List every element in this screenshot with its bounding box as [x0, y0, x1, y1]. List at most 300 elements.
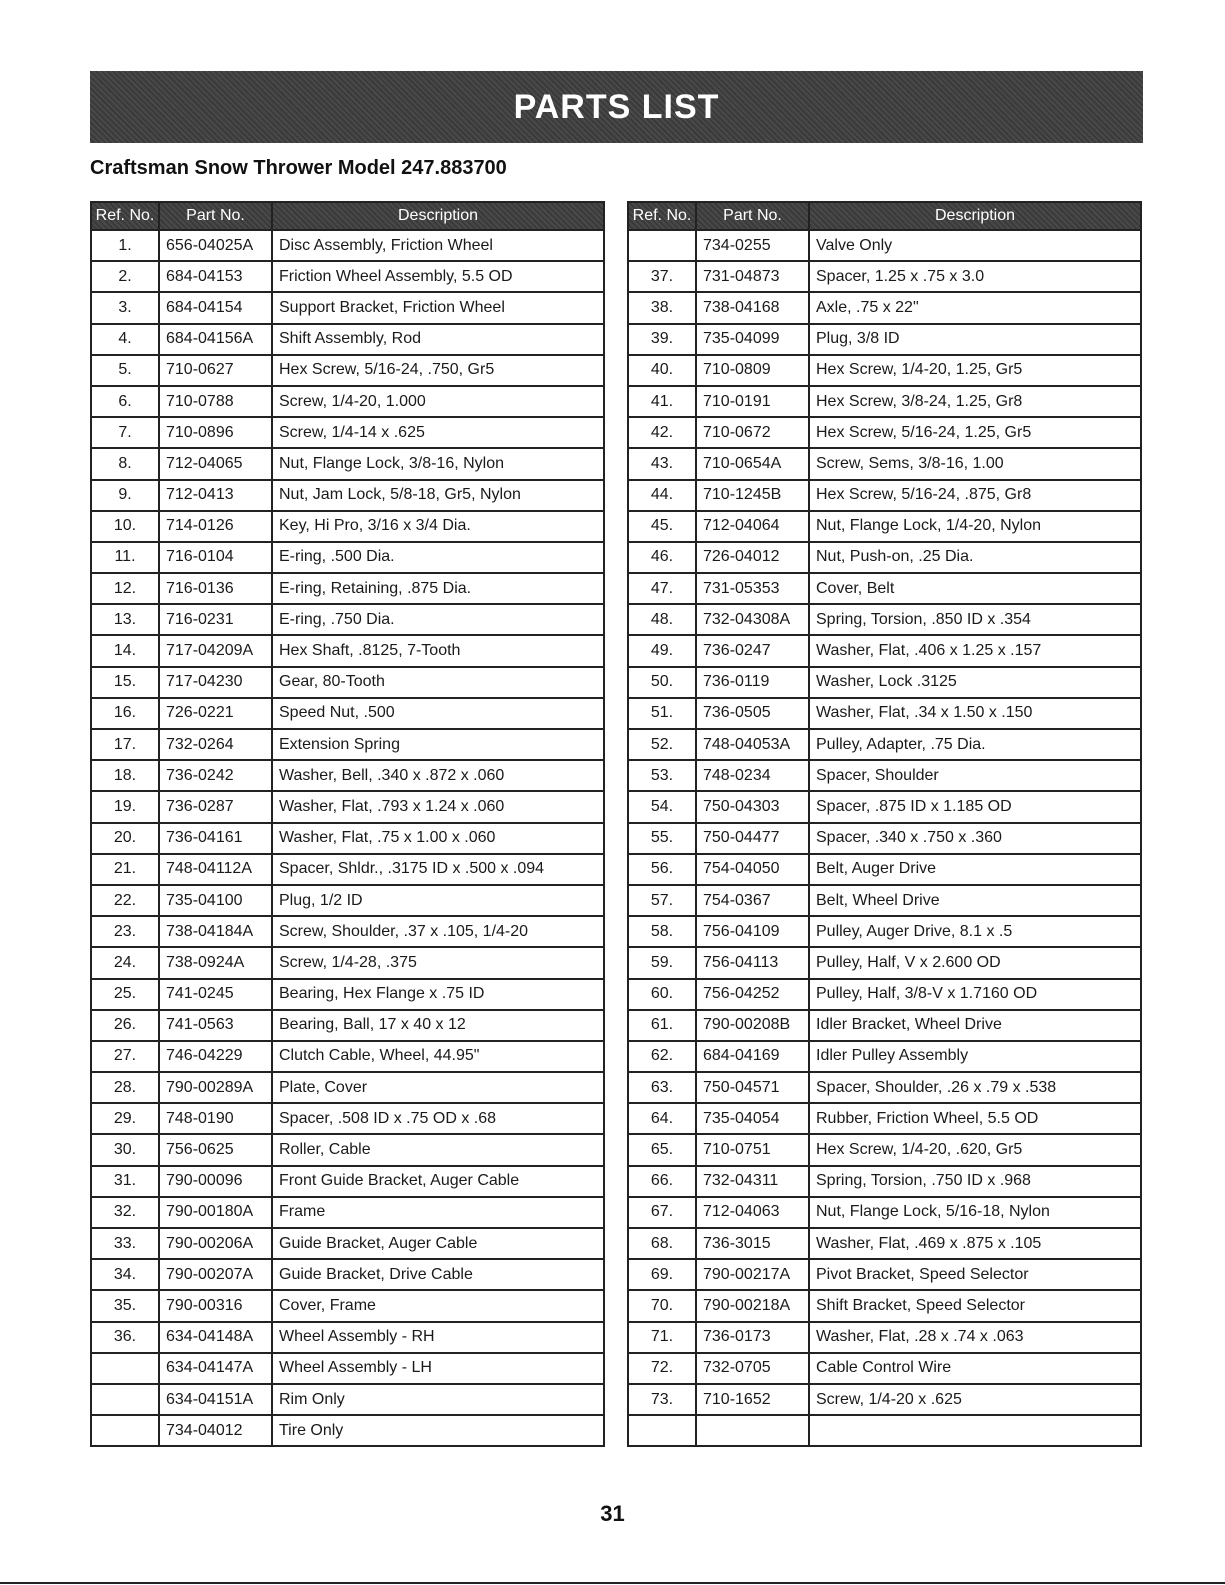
table-row [628, 1384, 1141, 1415]
description-cell: Hex Screw, 1/4-20, .620, Gr5 [809, 1134, 1141, 1165]
table-row [628, 542, 1141, 573]
part-number-cell: 790-00316 [159, 1290, 272, 1321]
table-row [628, 480, 1141, 511]
part-number-cell: 714-0126 [159, 511, 272, 542]
table-row [91, 573, 604, 604]
ref-number-cell: 35. [91, 1290, 159, 1321]
ref-number-cell: 6. [91, 386, 159, 417]
column-header-part: Part No. [696, 202, 809, 230]
description-cell: Pulley, Auger Drive, 8.1 x .5 [809, 916, 1141, 947]
table-row [628, 885, 1141, 916]
table-row [628, 1072, 1141, 1103]
table-row [628, 1197, 1141, 1228]
table-row [628, 1010, 1141, 1041]
description-cell: Washer, Flat, .75 x 1.00 x .060 [272, 823, 604, 854]
table-row [91, 698, 604, 729]
description-cell: Spacer, Shoulder, .26 x .79 x .538 [809, 1072, 1141, 1103]
description-cell: Plate, Cover [272, 1072, 604, 1103]
ref-number-cell: 63. [628, 1072, 696, 1103]
description-cell: Spacer, Shoulder [809, 760, 1141, 791]
table-row [628, 1353, 1141, 1384]
part-number-cell: 790-00218A [696, 1290, 809, 1321]
part-number-cell: 716-0104 [159, 542, 272, 573]
table-row [628, 511, 1141, 542]
table-row [91, 885, 604, 916]
ref-number-cell: 36. [91, 1322, 159, 1353]
ref-number-cell: 51. [628, 698, 696, 729]
description-cell: Key, Hi Pro, 3/16 x 3/4 Dia. [272, 511, 604, 542]
description-cell: Washer, Flat, .34 x 1.50 x .150 [809, 698, 1141, 729]
part-number-cell: 746-04229 [159, 1041, 272, 1072]
part-number-cell: 750-04477 [696, 823, 809, 854]
table-row [628, 667, 1141, 698]
table-row [628, 1290, 1141, 1321]
ref-number-cell: 20. [91, 823, 159, 854]
description-cell: Cover, Belt [809, 573, 1141, 604]
description-cell: Pulley, Half, V x 2.600 OD [809, 947, 1141, 978]
part-number-cell: 735-04054 [696, 1103, 809, 1134]
part-number-cell: 710-0788 [159, 386, 272, 417]
description-cell: Shift Assembly, Rod [272, 324, 604, 355]
table-row [628, 854, 1141, 885]
part-number-cell: 790-00217A [696, 1259, 809, 1290]
part-number-cell: 732-04311 [696, 1166, 809, 1197]
ref-number-cell: 11. [91, 542, 159, 573]
column-header-description: Description [809, 202, 1141, 230]
part-number-cell: 734-04012 [159, 1415, 272, 1446]
description-cell: Screw, 1/4-20 x .625 [809, 1384, 1141, 1415]
ref-number-cell: 53. [628, 760, 696, 791]
ref-number-cell [628, 1415, 696, 1446]
ref-number-cell: 17. [91, 729, 159, 760]
description-cell: Screw, Shoulder, .37 x .105, 1/4-20 [272, 916, 604, 947]
ref-number-cell: 33. [91, 1228, 159, 1259]
table-row [91, 760, 604, 791]
description-cell: Hex Screw, 5/16-24, .750, Gr5 [272, 355, 604, 386]
part-number-cell: 754-0367 [696, 885, 809, 916]
ref-number-cell: 59. [628, 947, 696, 978]
table-row [91, 604, 604, 635]
description-cell: Frame [272, 1197, 604, 1228]
description-cell: Screw, 1/4-20, 1.000 [272, 386, 604, 417]
ref-number-cell: 29. [91, 1103, 159, 1134]
part-number-cell: 756-04113 [696, 947, 809, 978]
description-cell: Extension Spring [272, 729, 604, 760]
description-cell: Plug, 3/8 ID [809, 324, 1141, 355]
part-number-cell: 736-3015 [696, 1228, 809, 1259]
table-row [628, 355, 1141, 386]
ref-number-cell: 26. [91, 1010, 159, 1041]
ref-number-cell: 70. [628, 1290, 696, 1321]
table-row [91, 355, 604, 386]
ref-number-cell: 69. [628, 1259, 696, 1290]
ref-number-cell: 47. [628, 573, 696, 604]
part-number-cell: 734-0255 [696, 230, 809, 261]
table-row [91, 979, 604, 1010]
table-row [91, 292, 604, 323]
part-number-cell: 756-04252 [696, 979, 809, 1010]
ref-number-cell: 66. [628, 1166, 696, 1197]
description-cell: Washer, Lock .3125 [809, 667, 1141, 698]
ref-number-cell [91, 1353, 159, 1384]
description-cell: Idler Bracket, Wheel Drive [809, 1010, 1141, 1041]
ref-number-cell: 55. [628, 823, 696, 854]
part-number-cell: 736-0173 [696, 1322, 809, 1353]
part-number-cell: 790-00207A [159, 1259, 272, 1290]
part-number-cell: 732-0705 [696, 1353, 809, 1384]
table-row [91, 1010, 604, 1041]
part-number-cell: 710-0627 [159, 355, 272, 386]
part-number-cell: 712-04065 [159, 448, 272, 479]
description-cell: Hex Screw, 5/16-24, .875, Gr8 [809, 480, 1141, 511]
description-cell: Belt, Auger Drive [809, 854, 1141, 885]
part-number-cell: 748-04053A [696, 729, 809, 760]
part-number-cell: 710-1652 [696, 1384, 809, 1415]
table-row [628, 604, 1141, 635]
ref-number-cell: 45. [628, 511, 696, 542]
description-cell: E-ring, .500 Dia. [272, 542, 604, 573]
table-row [91, 1041, 604, 1072]
part-number-cell: 710-0751 [696, 1134, 809, 1165]
part-number-cell: 790-00206A [159, 1228, 272, 1259]
ref-number-cell: 46. [628, 542, 696, 573]
part-number-cell: 736-04161 [159, 823, 272, 854]
table-header-row [628, 202, 1141, 230]
description-cell: Pulley, Half, 3/8-V x 1.7160 OD [809, 979, 1141, 1010]
ref-number-cell: 31. [91, 1166, 159, 1197]
ref-number-cell: 22. [91, 885, 159, 916]
description-cell: Pulley, Adapter, .75 Dia. [809, 729, 1141, 760]
description-cell: Spacer, Shldr., .3175 ID x .500 x .094 [272, 854, 604, 885]
ref-number-cell: 27. [91, 1041, 159, 1072]
table-row [628, 261, 1141, 292]
description-cell: Nut, Flange Lock, 3/8-16, Nylon [272, 448, 604, 479]
table-row [91, 667, 604, 698]
ref-number-cell: 34. [91, 1259, 159, 1290]
part-number-cell: 790-00208B [696, 1010, 809, 1041]
description-cell: Tire Only [272, 1415, 604, 1446]
part-number-cell: 634-04147A [159, 1353, 272, 1384]
description-cell: Spacer, 1.25 x .75 x 3.0 [809, 261, 1141, 292]
description-cell: Wheel Assembly - LH [272, 1353, 604, 1384]
description-cell: Front Guide Bracket, Auger Cable [272, 1166, 604, 1197]
part-number-cell: 736-0242 [159, 760, 272, 791]
table-row [91, 791, 604, 822]
description-cell: Guide Bracket, Drive Cable [272, 1259, 604, 1290]
table-row [91, 947, 604, 978]
table-row [628, 791, 1141, 822]
table-row [91, 635, 604, 666]
table-row [91, 542, 604, 573]
ref-number-cell: 61. [628, 1010, 696, 1041]
table-row [91, 1384, 604, 1415]
table-row [628, 916, 1141, 947]
part-number-cell: 748-0234 [696, 760, 809, 791]
description-cell: Bearing, Hex Flange x .75 ID [272, 979, 604, 1010]
description-cell: Gear, 80-Tooth [272, 667, 604, 698]
description-cell: Friction Wheel Assembly, 5.5 OD [272, 261, 604, 292]
part-number-cell: 738-0924A [159, 947, 272, 978]
part-number-cell: 748-04112A [159, 854, 272, 885]
table-row [91, 1259, 604, 1290]
column-header-ref: Ref. No. [91, 202, 159, 230]
part-number-cell: 750-04571 [696, 1072, 809, 1103]
ref-number-cell: 48. [628, 604, 696, 635]
ref-number-cell: 30. [91, 1134, 159, 1165]
description-cell: Spring, Torsion, .750 ID x .968 [809, 1166, 1141, 1197]
model-subtitle: Craftsman Snow Thrower Model 247.883700 [90, 157, 507, 179]
table-row [91, 1290, 604, 1321]
table-row [91, 386, 604, 417]
table-header-row [91, 202, 604, 230]
part-number-cell: 726-04012 [696, 542, 809, 573]
part-number-cell: 741-0563 [159, 1010, 272, 1041]
ref-number-cell: 65. [628, 1134, 696, 1165]
description-cell: Axle, .75 x 22" [809, 292, 1141, 323]
table-row [628, 292, 1141, 323]
ref-number-cell: 32. [91, 1197, 159, 1228]
description-cell: Washer, Flat, .28 x .74 x .063 [809, 1322, 1141, 1353]
ref-number-cell: 38. [628, 292, 696, 323]
footer-rule [0, 1582, 1225, 1584]
ref-number-cell: 64. [628, 1103, 696, 1134]
ref-number-cell: 73. [628, 1384, 696, 1415]
table-row [91, 1072, 604, 1103]
description-cell: Plug, 1/2 ID [272, 885, 604, 916]
ref-number-cell: 72. [628, 1353, 696, 1384]
part-number-cell: 732-0264 [159, 729, 272, 760]
ref-number-cell: 71. [628, 1322, 696, 1353]
parts-list-banner [90, 71, 1143, 143]
part-number-cell: 790-00289A [159, 1072, 272, 1103]
ref-number-cell: 40. [628, 355, 696, 386]
ref-number-cell [628, 230, 696, 261]
ref-number-cell: 10. [91, 511, 159, 542]
table-row [91, 448, 604, 479]
part-number-cell: 710-0672 [696, 417, 809, 448]
ref-number-cell: 62. [628, 1041, 696, 1072]
description-cell: Washer, Bell, .340 x .872 x .060 [272, 760, 604, 791]
table-row [628, 1041, 1141, 1072]
description-cell: Support Bracket, Friction Wheel [272, 292, 604, 323]
page-number: 31 [600, 1501, 625, 1526]
description-cell: Washer, Flat, .793 x 1.24 x .060 [272, 791, 604, 822]
ref-number-cell: 60. [628, 979, 696, 1010]
column-header-ref: Ref. No. [628, 202, 696, 230]
table-row [628, 947, 1141, 978]
description-cell: Cable Control Wire [809, 1353, 1141, 1384]
description-cell: Bearing, Ball, 17 x 40 x 12 [272, 1010, 604, 1041]
ref-number-cell: 23. [91, 916, 159, 947]
table-row [91, 261, 604, 292]
ref-number-cell: 42. [628, 417, 696, 448]
description-cell [809, 1415, 1141, 1446]
ref-number-cell: 54. [628, 791, 696, 822]
part-number-cell: 716-0231 [159, 604, 272, 635]
ref-number-cell: 4. [91, 324, 159, 355]
part-number-cell: 738-04184A [159, 916, 272, 947]
ref-number-cell: 67. [628, 1197, 696, 1228]
description-cell: Washer, Flat, .406 x 1.25 x .157 [809, 635, 1141, 666]
parts-table-left [90, 201, 605, 1447]
page-title: PARTS LIST [513, 87, 720, 126]
table-row [91, 823, 604, 854]
ref-number-cell: 41. [628, 386, 696, 417]
part-number-cell: 731-04873 [696, 261, 809, 292]
ref-number-cell: 50. [628, 667, 696, 698]
table-row [628, 230, 1141, 261]
table-row [91, 1415, 604, 1446]
description-cell: Hex Screw, 5/16-24, 1.25, Gr5 [809, 417, 1141, 448]
ref-number-cell: 1. [91, 230, 159, 261]
ref-number-cell: 39. [628, 324, 696, 355]
description-cell: Rim Only [272, 1384, 604, 1415]
part-number-cell: 684-04154 [159, 292, 272, 323]
table-row [91, 1353, 604, 1384]
description-cell: Rubber, Friction Wheel, 5.5 OD [809, 1103, 1141, 1134]
ref-number-cell: 2. [91, 261, 159, 292]
description-cell: Valve Only [809, 230, 1141, 261]
ref-number-cell: 25. [91, 979, 159, 1010]
description-cell: Shift Bracket, Speed Selector [809, 1290, 1141, 1321]
ref-number-cell: 16. [91, 698, 159, 729]
ref-number-cell: 13. [91, 604, 159, 635]
table-row [628, 1322, 1141, 1353]
table-row [628, 1259, 1141, 1290]
part-number-cell [696, 1415, 809, 1446]
ref-number-cell: 58. [628, 916, 696, 947]
part-number-cell: 656-04025A [159, 230, 272, 261]
table-row [628, 698, 1141, 729]
ref-number-cell: 19. [91, 791, 159, 822]
part-number-cell: 717-04209A [159, 635, 272, 666]
ref-number-cell: 3. [91, 292, 159, 323]
part-number-cell: 735-04099 [696, 324, 809, 355]
ref-number-cell: 14. [91, 635, 159, 666]
table-row [628, 1166, 1141, 1197]
description-cell: E-ring, .750 Dia. [272, 604, 604, 635]
table-row [91, 729, 604, 760]
ref-number-cell: 57. [628, 885, 696, 916]
table-row [628, 417, 1141, 448]
part-number-cell: 756-0625 [159, 1134, 272, 1165]
ref-number-cell: 37. [628, 261, 696, 292]
ref-number-cell: 44. [628, 480, 696, 511]
ref-number-cell: 8. [91, 448, 159, 479]
ref-number-cell: 24. [91, 947, 159, 978]
parts-table-right-body [628, 230, 1141, 1446]
part-number-cell: 736-0505 [696, 698, 809, 729]
part-number-cell: 684-04153 [159, 261, 272, 292]
table-row [91, 480, 604, 511]
part-number-cell: 748-0190 [159, 1103, 272, 1134]
part-number-cell: 731-05353 [696, 573, 809, 604]
description-cell: Nut, Flange Lock, 1/4-20, Nylon [809, 511, 1141, 542]
description-cell: Nut, Push-on, .25 Dia. [809, 542, 1141, 573]
description-cell: Guide Bracket, Auger Cable [272, 1228, 604, 1259]
part-number-cell: 741-0245 [159, 979, 272, 1010]
table-row [91, 916, 604, 947]
part-number-cell: 790-00180A [159, 1197, 272, 1228]
table-row [91, 1103, 604, 1134]
ref-number-cell: 18. [91, 760, 159, 791]
column-header-description: Description [272, 202, 604, 230]
part-number-cell: 754-04050 [696, 854, 809, 885]
part-number-cell: 756-04109 [696, 916, 809, 947]
ref-number-cell: 15. [91, 667, 159, 698]
part-number-cell: 710-1245B [696, 480, 809, 511]
description-cell: Screw, Sems, 3/8-16, 1.00 [809, 448, 1141, 479]
part-number-cell: 716-0136 [159, 573, 272, 604]
table-row [628, 1415, 1141, 1446]
table-row [91, 1134, 604, 1165]
ref-number-cell: 9. [91, 480, 159, 511]
ref-number-cell: 68. [628, 1228, 696, 1259]
part-number-cell: 738-04168 [696, 292, 809, 323]
part-number-cell: 736-0287 [159, 791, 272, 822]
description-cell: Spacer, .875 ID x 1.185 OD [809, 791, 1141, 822]
ref-number-cell: 43. [628, 448, 696, 479]
table-row [91, 417, 604, 448]
ref-number-cell [91, 1384, 159, 1415]
table-row [91, 1197, 604, 1228]
table-row [91, 324, 604, 355]
ref-number-cell: 5. [91, 355, 159, 386]
description-cell: Wheel Assembly - RH [272, 1322, 604, 1353]
ref-number-cell: 52. [628, 729, 696, 760]
table-row [628, 448, 1141, 479]
ref-number-cell: 49. [628, 635, 696, 666]
table-row [628, 386, 1141, 417]
part-number-cell: 726-0221 [159, 698, 272, 729]
description-cell: Hex Screw, 3/8-24, 1.25, Gr8 [809, 386, 1141, 417]
part-number-cell: 634-04151A [159, 1384, 272, 1415]
part-number-cell: 735-04100 [159, 885, 272, 916]
ref-number-cell: 56. [628, 854, 696, 885]
description-cell: Clutch Cable, Wheel, 44.95" [272, 1041, 604, 1072]
description-cell: Pivot Bracket, Speed Selector [809, 1259, 1141, 1290]
description-cell: Spacer, .508 ID x .75 OD x .68 [272, 1103, 604, 1134]
part-number-cell: 710-0654A [696, 448, 809, 479]
part-number-cell: 736-0247 [696, 635, 809, 666]
description-cell: Hex Shaft, .8125, 7-Tooth [272, 635, 604, 666]
ref-number-cell: 21. [91, 854, 159, 885]
description-cell: Roller, Cable [272, 1134, 604, 1165]
ref-number-cell [91, 1415, 159, 1446]
part-number-cell: 736-0119 [696, 667, 809, 698]
description-cell: Nut, Flange Lock, 5/16-18, Nylon [809, 1197, 1141, 1228]
table-row [628, 324, 1141, 355]
parts-table-right [627, 201, 1142, 1447]
ref-number-cell: 12. [91, 573, 159, 604]
part-number-cell: 717-04230 [159, 667, 272, 698]
table-row [91, 511, 604, 542]
table-row [628, 1103, 1141, 1134]
table-row [628, 635, 1141, 666]
table-row [91, 854, 604, 885]
table-row [628, 1228, 1141, 1259]
description-cell: Disc Assembly, Friction Wheel [272, 230, 604, 261]
description-cell: Belt, Wheel Drive [809, 885, 1141, 916]
table-row [628, 1134, 1141, 1165]
description-cell: Cover, Frame [272, 1290, 604, 1321]
description-cell: Hex Screw, 1/4-20, 1.25, Gr5 [809, 355, 1141, 386]
description-cell: Speed Nut, .500 [272, 698, 604, 729]
description-cell: Nut, Jam Lock, 5/8-18, Gr5, Nylon [272, 480, 604, 511]
table-row [628, 729, 1141, 760]
description-cell: Spring, Torsion, .850 ID x .354 [809, 604, 1141, 635]
parts-table-left-body [91, 230, 604, 1446]
